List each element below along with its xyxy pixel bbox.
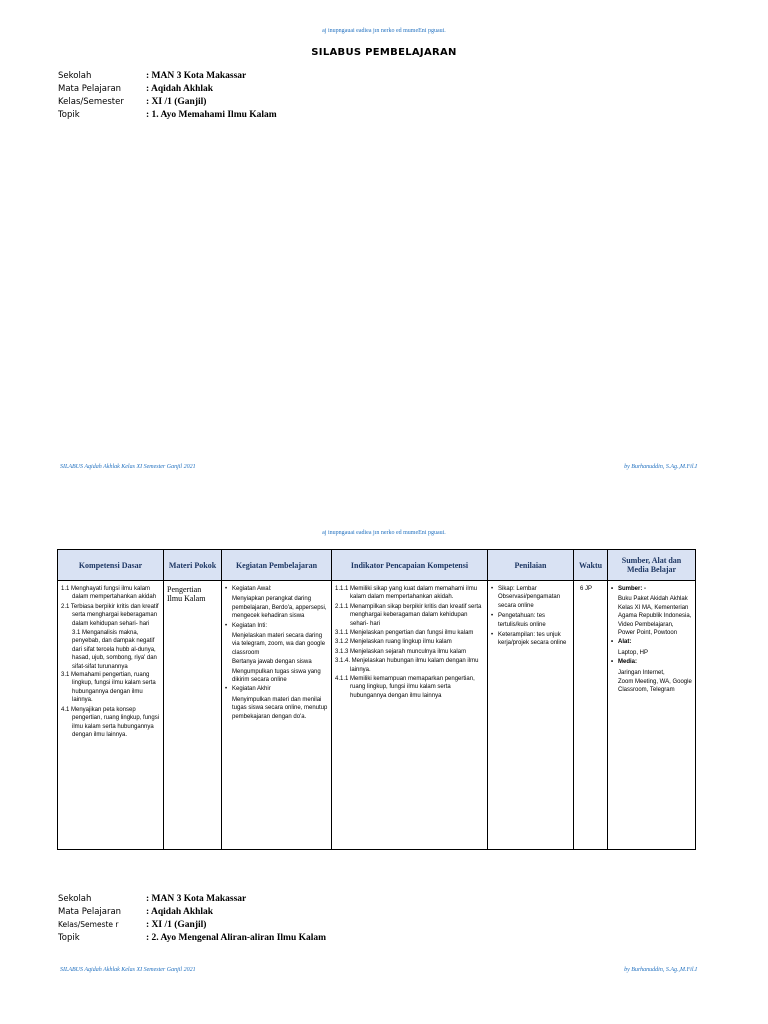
syllabus-table (57, 549, 696, 850)
table-row (58, 581, 696, 850)
sumber-head: • Sumber: - (611, 585, 692, 593)
cell-sumber (608, 581, 696, 850)
kd-item: 4.1 Menyajikan peta konsep pengertian, ruang lingkup, fungsi ilmu kalam serta hubungannya dengan ilmu lainnya. (61, 706, 160, 738)
cell-indikator (332, 581, 488, 850)
info-label: Sekolah (58, 894, 92, 904)
penilaian-item: • Keterampilan: tes unjuk kerja/projek secara online (491, 631, 570, 648)
info-label: Kelas/Semester (58, 97, 124, 107)
kegiatan-line: Menjelaskan materi secara daring via telegram, zoom, wa dan google classroom (232, 633, 326, 656)
footer-left: SILABUS Aqidah Akhlak Kelas XI Semester Ganjil 2021 (60, 464, 196, 470)
watermark-text: aj inupngauai eadiea jın nerko ed mumeEni pguaui. (322, 28, 446, 34)
header-waktu: Waktu (574, 550, 608, 581)
kegiatan-head: • Kegiatan Akhir (225, 685, 328, 693)
info-label: Mata Pelajaran (58, 84, 122, 94)
cell-kompetensi-dasar (58, 581, 164, 850)
info-row-topik (58, 931, 326, 944)
header-kompetensi-dasar: Kompetensi Dasar (58, 550, 164, 581)
kd-item: 3.1 Menganalisis makna, penyebab, dan dampak negatif dari sifat tercela hubb al-dunya, hasad, ujub, sombong, riya' dan sifat-sifat turunannya (72, 630, 157, 670)
kegiatan-line: Menyiapkan perangkat daring pembelajaran, Berdo'a, appersepsi, mengecek kehadiran siswa (232, 596, 327, 620)
indikator-item: 4.1.1 Memiliki kemampuan memaparkan pengertian, ruang lingkup, fungsi ilmu kalam serta hubungannya dengan ilmu lainnya (335, 676, 475, 699)
kegiatan-head: • Kegiatan Awal: (225, 585, 328, 593)
info-row-sekolah (58, 69, 277, 82)
footer-right: by Burhanuddin, S.Ag.,M.Fil.I (624, 464, 697, 470)
indikator-item: 2.1.1 Menampilkan sikap berpikir kritis dan kreatif serta menghargai keberagaman dalam kehidupan sehari- hari (335, 603, 482, 627)
media-head: • Media: (611, 658, 692, 666)
indikator-item: 3.1.2 Menjelaskan ruang lingkup ilmu kalam (335, 639, 452, 646)
info-block-1 (58, 69, 277, 121)
alat-head: • Alat: (611, 638, 692, 646)
info-label: Mata Pelajaran (58, 907, 122, 917)
info-value: : 2. Ayo Mengenal Aliran-aliran Ilmu Kalam (146, 933, 327, 943)
info-row-mapel (58, 905, 326, 918)
info-row-sekolah (58, 892, 326, 905)
info-value: : XI /1 (Ganjil) (146, 97, 207, 107)
info-value: : Aqidah Akhlak (146, 907, 214, 917)
header-indikator: Indikator Pencapaian Kompetensi (332, 550, 488, 581)
materi-text: Pengertian Ilmu Kalam (167, 585, 206, 603)
table-header-row (58, 550, 696, 581)
info-label: Kelas/Semeste r (58, 920, 119, 929)
footer-left: SILABUS Aqidah Akhlak Kelas XI Semester Ganjil 2021 (60, 967, 196, 973)
info-row-kelas (58, 918, 326, 931)
page-title: SILABUS PEMBELAJARAN (311, 47, 457, 58)
info-value: : MAN 3 Kota Makassar (146, 894, 247, 904)
media-line: Zoom Meeting, WA, Google Classroom, Telegram (618, 679, 692, 694)
penilaian-item: • Pengetahuan: tes tertulis/kuis online (491, 612, 570, 629)
cell-penilaian (488, 581, 574, 850)
header-materi-pokok: Materi Pokok (164, 550, 222, 581)
indikator-item: 1.1.1 Memiliki sikap yang kuat dalam memahami ilmu kalam dalam mempertahankan akidah. (335, 586, 478, 601)
info-label: Sekolah (58, 71, 92, 81)
info-label: Topik (58, 110, 80, 120)
info-label: Topik (58, 933, 80, 943)
indikator-item: 3.1.3 Menjelaskan sejarah munculnya ilmu kalam (335, 648, 467, 655)
info-row-kelas (58, 95, 277, 108)
media-line: Jaringan Internet, (618, 669, 665, 676)
cell-waktu (574, 581, 608, 850)
kd-item: 1.1 Menghayati fungsi ilmu kalam dalam mempertahankan akidah (61, 586, 157, 601)
cell-materi-pokok (164, 581, 222, 850)
info-value: : MAN 3 Kota Makassar (146, 71, 247, 81)
kegiatan-line: Bertanya jawab dengan siswa (232, 659, 312, 666)
penilaian-item: • Sikap: Lembar Observasi/pengamatan secara online (491, 585, 570, 610)
waktu-value: 6 JP (580, 586, 593, 592)
indikator-item: 3.1.1 Menjelaskan pengertian dan fungsi ilmu kalam (335, 630, 474, 637)
cell-kegiatan (222, 581, 332, 850)
kegiatan-line: Menyimpulkan materi dan menilai tugas siswa secara online, menutup pembekajaran dengan do'a. (232, 696, 328, 720)
header-sumber: Sumber, Alat dan Media Belajar (608, 550, 696, 581)
info-value: : Aqidah Akhlak (146, 84, 214, 94)
kegiatan-line: Mengumpulkan tugas siswa yang dikirim secara online (232, 668, 321, 684)
info-row-topik (58, 108, 277, 121)
info-block-2 (58, 892, 326, 944)
alat-line: Laptop, HP (618, 649, 649, 656)
header-kegiatan: Kegiatan Pembelajaran (222, 550, 332, 581)
watermark-text: aj inupngauai eadiea jın nerko ed mumeEni pguaui. (322, 530, 446, 536)
info-value: : XI /1 (Ganjil) (146, 920, 207, 930)
info-value: : 1. Ayo Memahami Ilmu Kalam (146, 110, 277, 120)
kd-item: 2.1 Terbiasa berpikir kritis dan kreatif serta menghargai keberagaman dalam kehidupan sehari- hari (61, 603, 159, 627)
kegiatan-head: • Kegiatan Inti: (225, 622, 328, 630)
header-penilaian: Penilaian (488, 550, 574, 581)
kd-item: 3.1 Memahami pengertian, ruang lingkup, fungsi ilmu kalam serta hubungannya dengan ilmu lainnya. (61, 672, 156, 704)
footer-right: by Burhanuddin, S.Ag.,M.Fil.I (624, 967, 697, 973)
sumber-line: Buku Paket Akidah Akhlak Kelas XI MA, Kementerian Agama Republik Indonesia, Video Pembelajaran, Power Point, Powtoon (618, 596, 692, 637)
info-row-mapel (58, 82, 277, 95)
indikator-item: 3.1.4. Menjelaskan hubungan ilmu kalam dengan ilmu lainnya. (335, 658, 479, 673)
